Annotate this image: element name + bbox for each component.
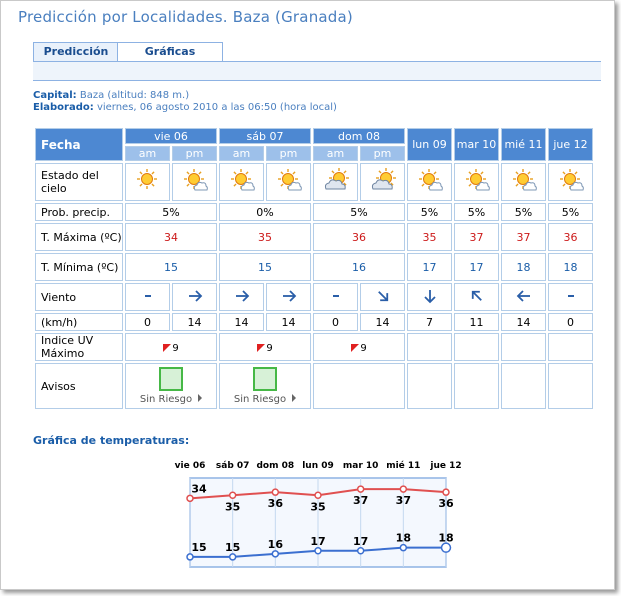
tab-content-bar <box>33 61 601 81</box>
wind-cell <box>548 283 593 311</box>
uv-cell <box>313 333 405 361</box>
aviso-badge[interactable] <box>234 367 296 406</box>
sun-cloud-icon <box>182 168 208 194</box>
chart-point <box>400 486 406 492</box>
tab-prediccion[interactable]: Predicción <box>33 42 119 62</box>
sky-cell <box>125 163 170 201</box>
sun-cloud-icon <box>229 168 255 194</box>
tmin-value: 15 <box>125 253 217 281</box>
capital-label: Capital: <box>33 90 77 101</box>
uv-value: 9 <box>172 342 179 354</box>
wind-cell <box>407 283 452 311</box>
sky-cell <box>219 163 264 201</box>
day-header: vie 06 <box>125 128 217 144</box>
prob-value: 5% <box>454 203 499 221</box>
chart-point <box>230 554 236 560</box>
sky-cell <box>548 163 593 201</box>
aviso-cell <box>407 363 452 409</box>
chart-point <box>400 545 406 551</box>
chart-data-label: 18 <box>438 531 454 545</box>
uv-value: 9 <box>360 342 367 354</box>
wind-cell <box>266 283 311 311</box>
prob-value: 5% <box>501 203 546 221</box>
graph-title: Gráfica de temperaturas: <box>33 434 190 447</box>
wind-arrow-northwest-icon <box>375 288 391 304</box>
chart-data-label: 36 <box>438 497 454 511</box>
wind-speed-value: 14 <box>360 313 405 331</box>
uv-badge <box>163 343 178 354</box>
wind-arrow-east-icon <box>234 288 250 304</box>
tmin-label: T. Mínima (ºC) <box>35 253 123 281</box>
aviso-text: Sin Riesgo <box>233 393 287 405</box>
capital-value: Baza (altitud: 848 m.) <box>79 90 190 101</box>
avisos-label: Avisos <box>35 363 123 409</box>
chart-category-label: jue 12 <box>430 461 462 471</box>
sun-cloud-icon <box>558 168 584 194</box>
tmin-value: 15 <box>219 253 311 281</box>
chart-data-label: 37 <box>395 494 411 508</box>
prob-value: 0% <box>219 203 311 221</box>
chart-point <box>187 554 193 560</box>
green-square-icon <box>159 367 183 391</box>
cloud-sun-icon <box>370 168 396 194</box>
wind-speed-value: 14 <box>172 313 217 331</box>
aviso-cell <box>548 363 593 409</box>
uv-flag-icon <box>257 344 265 352</box>
wind-arrow-north-icon <box>422 288 438 304</box>
day-header: mié 11 <box>501 128 546 161</box>
chart-data-label: 17 <box>310 534 326 548</box>
day-header: mar 10 <box>454 128 499 161</box>
forecast-table <box>33 126 595 411</box>
sky-cell <box>360 163 405 201</box>
sky-cell <box>501 163 546 201</box>
tmax-label: T. Máxima (ºC) <box>35 223 123 251</box>
chart-data-label: 16 <box>267 537 283 551</box>
day-header: lun 09 <box>407 128 452 161</box>
chart-data-label: 15 <box>191 540 207 554</box>
wind-cell <box>125 283 170 311</box>
calm-dash-icon <box>328 288 344 304</box>
uv-cell <box>125 333 217 361</box>
wind-speed-value: 11 <box>454 313 499 331</box>
wind-speed-value: 0 <box>125 313 170 331</box>
pm-label: pm <box>266 146 311 161</box>
sun-cloud-icon <box>276 168 302 194</box>
page-title: Predicción por Localidades. Baza (Granada) <box>18 8 353 26</box>
wind-speed-value: 14 <box>219 313 264 331</box>
wind-arrow-west-icon <box>516 288 532 304</box>
temperature-chart <box>170 456 470 582</box>
chart-point <box>358 486 364 492</box>
am-label: am <box>125 146 170 161</box>
chart-category-label: mié 11 <box>386 461 421 471</box>
uv-flag-icon <box>351 344 359 352</box>
wind-arrow-east-icon <box>187 288 203 304</box>
wind-cell <box>501 283 546 311</box>
chart-data-label: 17 <box>353 534 369 548</box>
wind-arrow-southeast-icon <box>469 288 485 304</box>
sky-cell <box>454 163 499 201</box>
aviso-cell[interactable] <box>219 363 311 409</box>
chart-data-label: 15 <box>225 540 241 554</box>
chart-category-label: sáb 07 <box>215 461 250 471</box>
prob-label: Prob. precip. <box>35 203 123 221</box>
elaborado-value: viernes, 06 agosto 2010 a las 06:50 (hora local) <box>96 102 337 113</box>
tmax-value: 35 <box>407 223 452 251</box>
prob-value: 5% <box>548 203 593 221</box>
chart-point <box>187 495 193 501</box>
pm-label: pm <box>360 146 405 161</box>
sky-cell <box>266 163 311 201</box>
am-label: am <box>313 146 358 161</box>
uv-cell <box>219 333 311 361</box>
sun-icon <box>135 168 161 194</box>
wind-cell <box>219 283 264 311</box>
uv-label: Indice UV Máximo <box>35 333 123 361</box>
wind-arrow-east-icon <box>281 288 297 304</box>
tmin-value: 17 <box>454 253 499 281</box>
uv-badge <box>351 343 366 354</box>
day-header: jue 12 <box>548 128 593 161</box>
tmax-value: 37 <box>454 223 499 251</box>
tmax-value: 35 <box>219 223 311 251</box>
chart-data-label: 35 <box>225 500 241 514</box>
uv-cell <box>548 333 593 361</box>
fecha-header: Fecha <box>35 128 123 161</box>
chart-point <box>315 492 321 498</box>
green-square-icon <box>253 367 277 391</box>
aviso-cell <box>454 363 499 409</box>
uv-value: 9 <box>266 342 273 354</box>
calm-dash-icon <box>563 288 579 304</box>
chart-category-label: mar 10 <box>342 461 379 471</box>
arrow-right-icon <box>198 394 202 402</box>
sky-cell <box>313 163 358 201</box>
sun-cloud-icon <box>464 168 490 194</box>
kmh-label: (km/h) <box>35 313 123 331</box>
tmax-value: 37 <box>501 223 546 251</box>
uv-badge <box>257 343 272 354</box>
chart-point <box>272 489 278 495</box>
prob-value: 5% <box>407 203 452 221</box>
sky-cell <box>172 163 217 201</box>
sky-cell <box>407 163 452 201</box>
aviso-text: Sin Riesgo <box>139 393 193 405</box>
day-header: sáb 07 <box>219 128 311 144</box>
chart-data-label: 34 <box>191 482 207 496</box>
arrow-right-icon <box>292 394 296 402</box>
chart-point <box>230 492 236 498</box>
chart-data-label: 35 <box>310 500 326 514</box>
aviso-badge[interactable] <box>140 367 202 406</box>
tmin-value: 16 <box>313 253 405 281</box>
uv-cell <box>407 333 452 361</box>
estado-label: Estado del cielo <box>35 163 123 201</box>
chart-data-label: 18 <box>395 531 411 545</box>
wind-cell <box>313 283 358 311</box>
pm-label: pm <box>172 146 217 161</box>
chart-point <box>443 489 449 495</box>
cloud-sun-icon <box>323 168 349 194</box>
tmin-value: 18 <box>548 253 593 281</box>
aviso-cell[interactable] <box>125 363 217 409</box>
wind-speed-value: 7 <box>407 313 452 331</box>
viento-label: Viento <box>35 283 123 311</box>
elaborado-line <box>33 102 337 113</box>
prob-value: 5% <box>313 203 405 221</box>
wind-speed-value: 14 <box>501 313 546 331</box>
sun-cloud-icon <box>417 168 443 194</box>
chart-point <box>315 548 321 554</box>
tmax-value: 36 <box>548 223 593 251</box>
wind-speed-value: 14 <box>266 313 311 331</box>
calm-dash-icon <box>140 288 156 304</box>
chart-point <box>272 551 278 557</box>
uv-cell <box>454 333 499 361</box>
wind-cell <box>360 283 405 311</box>
wind-speed-value: 0 <box>313 313 358 331</box>
chart-category-label: lun 09 <box>302 461 334 471</box>
sun-cloud-icon <box>511 168 537 194</box>
chart-category-label: vie 06 <box>174 461 206 471</box>
am-label: am <box>219 146 264 161</box>
wind-cell <box>454 283 499 311</box>
uv-cell <box>501 333 546 361</box>
wind-speed-value: 0 <box>548 313 593 331</box>
tmin-value: 18 <box>501 253 546 281</box>
tmax-value: 34 <box>125 223 217 251</box>
prob-value: 5% <box>125 203 217 221</box>
chart-data-label: 37 <box>353 494 369 508</box>
uv-flag-icon <box>163 344 171 352</box>
chart-data-label: 36 <box>267 497 283 511</box>
tmax-value: 36 <box>313 223 405 251</box>
chart-point <box>358 548 364 554</box>
wind-cell <box>172 283 217 311</box>
day-header: dom 08 <box>313 128 405 144</box>
chart-category-label: dom 08 <box>256 461 295 471</box>
aviso-cell <box>313 363 405 409</box>
capital-line <box>33 90 189 101</box>
elaborado-label: Elaborado: <box>33 102 94 113</box>
tab-graficas[interactable]: Gráficas <box>117 42 223 62</box>
tmin-value: 17 <box>407 253 452 281</box>
aviso-cell <box>501 363 546 409</box>
